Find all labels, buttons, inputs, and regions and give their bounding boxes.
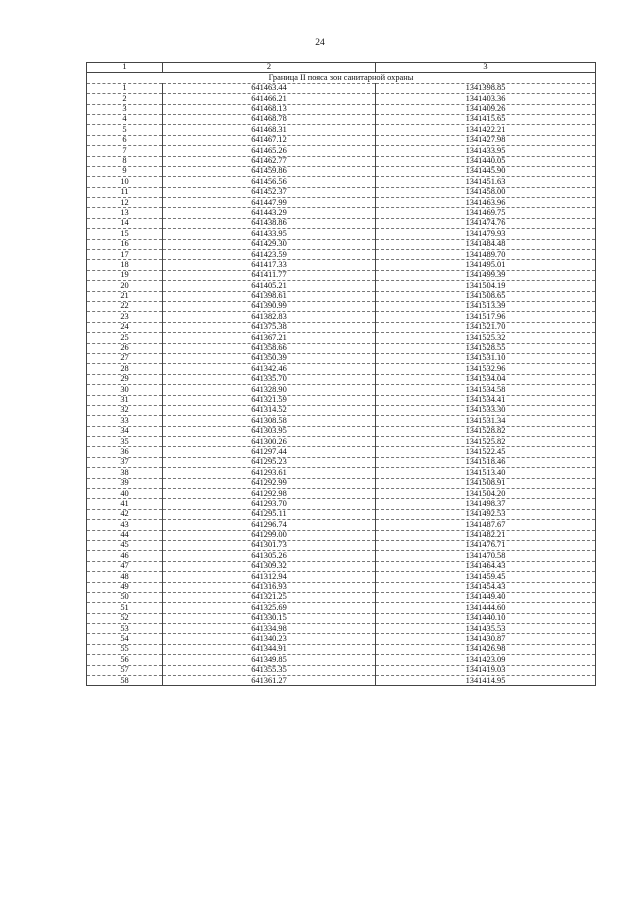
x-coordinate-cell: 641398.61 [163,291,376,301]
x-coordinate-cell: 641301.73 [163,540,376,550]
y-coordinate-cell: 1341463.96 [376,198,596,208]
y-coordinate-cell: 1341532.96 [376,364,596,374]
table-row [87,291,596,301]
y-coordinate-cell: 1341403.36 [376,94,596,104]
y-coordinate-cell: 1341531.34 [376,416,596,426]
x-coordinate-cell: 641429.30 [163,239,376,249]
y-coordinate-cell: 1341517.96 [376,312,596,322]
y-coordinate-cell: 1341534.58 [376,385,596,395]
table-row [87,281,596,291]
point-number-cell: 8 [87,156,163,166]
y-coordinate-cell: 1341427.98 [376,135,596,145]
x-coordinate-cell: 641405.21 [163,281,376,291]
y-coordinate-cell: 1341422.21 [376,125,596,135]
table-row [87,447,596,457]
x-coordinate-cell: 641417.33 [163,260,376,270]
table-row [87,613,596,623]
point-number-cell: 1 [87,83,163,93]
x-coordinate-cell: 641292.99 [163,478,376,488]
point-number-cell: 31 [87,395,163,405]
x-coordinate-cell: 641350.39 [163,353,376,363]
y-coordinate-cell: 1341489.70 [376,250,596,260]
y-coordinate-cell: 1341518.46 [376,457,596,467]
table-row [87,530,596,540]
point-number-cell: 20 [87,281,163,291]
x-coordinate-cell: 641340.23 [163,634,376,644]
y-coordinate-cell: 1341492.53 [376,509,596,519]
table-row [87,94,596,104]
y-coordinate-cell: 1341498.37 [376,499,596,509]
page-number: 24 [315,38,325,48]
y-coordinate-cell: 1341398.85 [376,83,596,93]
x-coordinate-cell: 641358.66 [163,343,376,353]
x-coordinate-cell: 641292.98 [163,489,376,499]
point-number-cell: 40 [87,489,163,499]
table-row [87,665,596,675]
x-coordinate-cell: 641456.56 [163,177,376,187]
table-row [87,655,596,665]
x-coordinate-cell: 641312.94 [163,572,376,582]
y-coordinate-cell: 1341470.58 [376,551,596,561]
y-coordinate-cell: 1341414.95 [376,676,596,686]
table-row [87,499,596,509]
table-row [87,146,596,156]
point-number-cell: 7 [87,146,163,156]
y-coordinate-cell: 1341476.71 [376,540,596,550]
y-coordinate-cell: 1341440.10 [376,613,596,623]
y-coordinate-cell: 1341454.43 [376,582,596,592]
x-coordinate-cell: 641465.26 [163,146,376,156]
y-coordinate-cell: 1341522.45 [376,447,596,457]
x-coordinate-cell: 641468.13 [163,104,376,114]
table-row [87,405,596,415]
table-row [87,374,596,384]
point-number-cell: 9 [87,166,163,176]
point-number-cell: 24 [87,322,163,332]
point-number-cell: 15 [87,229,163,239]
table-row [87,250,596,260]
y-coordinate-cell: 1341513.40 [376,468,596,478]
point-number-cell: 43 [87,520,163,530]
point-number-cell: 45 [87,540,163,550]
x-coordinate-cell: 641334.98 [163,624,376,634]
y-coordinate-cell: 1341534.41 [376,395,596,405]
table-row [87,634,596,644]
table-row [87,676,596,686]
table-row [87,520,596,530]
x-coordinate-cell: 641463.44 [163,83,376,93]
table-row [87,166,596,176]
y-coordinate-cell: 1341440.05 [376,156,596,166]
table-row [87,125,596,135]
point-number-cell: 26 [87,343,163,353]
x-coordinate-cell: 641344.91 [163,644,376,654]
point-number-cell: 5 [87,125,163,135]
table-row [87,208,596,218]
x-coordinate-cell: 641321.59 [163,395,376,405]
y-coordinate-cell: 1341444.60 [376,603,596,613]
x-coordinate-cell: 641411.77 [163,270,376,280]
point-number-cell: 35 [87,437,163,447]
point-number-cell: 38 [87,468,163,478]
x-coordinate-cell: 641293.70 [163,499,376,509]
y-coordinate-cell: 1341513.39 [376,301,596,311]
point-number-cell: 16 [87,239,163,249]
point-number-cell: 52 [87,613,163,623]
table-row [87,416,596,426]
y-coordinate-cell: 1341423.09 [376,655,596,665]
table-row [87,457,596,467]
table-row [87,353,596,363]
y-coordinate-cell: 1341419.03 [376,665,596,675]
x-coordinate-cell: 641305.26 [163,551,376,561]
table-row [87,301,596,311]
x-coordinate-cell: 641361.27 [163,676,376,686]
x-coordinate-cell: 641295.23 [163,457,376,467]
point-number-cell: 27 [87,353,163,363]
point-number-cell: 18 [87,260,163,270]
point-number-cell: 25 [87,333,163,343]
table-row [87,478,596,488]
point-number-cell: 29 [87,374,163,384]
table-row [87,343,596,353]
table-row [87,198,596,208]
x-coordinate-cell: 641309.32 [163,561,376,571]
point-number-cell: 42 [87,509,163,519]
x-coordinate-cell: 641355.35 [163,665,376,675]
section-caption-row [87,73,596,83]
table-row [87,489,596,499]
point-number-cell: 30 [87,385,163,395]
y-coordinate-cell: 1341469.75 [376,208,596,218]
y-coordinate-cell: 1341459.45 [376,572,596,582]
table-row [87,114,596,124]
y-coordinate-cell: 1341508.65 [376,291,596,301]
point-number-cell: 14 [87,218,163,228]
y-coordinate-cell: 1341451.63 [376,177,596,187]
table-row [87,364,596,374]
table-row [87,312,596,322]
x-coordinate-cell: 641342.46 [163,364,376,374]
y-coordinate-cell: 1341508.91 [376,478,596,488]
table-row [87,426,596,436]
y-coordinate-cell: 1341499.39 [376,270,596,280]
y-coordinate-cell: 1341426.98 [376,644,596,654]
x-coordinate-cell: 641297.44 [163,447,376,457]
y-coordinate-cell: 1341533.30 [376,405,596,415]
table-row [87,218,596,228]
point-number-cell: 22 [87,301,163,311]
point-number-cell: 41 [87,499,163,509]
point-number-cell: 44 [87,530,163,540]
coordinates-table [86,62,596,686]
x-coordinate-cell: 641330.15 [163,613,376,623]
point-number-cell: 54 [87,634,163,644]
x-coordinate-cell: 641468.31 [163,125,376,135]
point-number-cell: 2 [87,94,163,104]
table-row [87,603,596,613]
x-coordinate-cell: 641295.11 [163,509,376,519]
y-coordinate-cell: 1341415.65 [376,114,596,124]
x-coordinate-cell: 641433.95 [163,229,376,239]
table-row [87,509,596,519]
point-number-cell: 32 [87,405,163,415]
y-coordinate-cell: 1341435.53 [376,624,596,634]
point-number-cell: 55 [87,644,163,654]
x-coordinate-cell: 641466.21 [163,94,376,104]
y-coordinate-cell: 1341409.26 [376,104,596,114]
x-coordinate-cell: 641467.12 [163,135,376,145]
y-coordinate-cell: 1341433.95 [376,146,596,156]
x-coordinate-cell: 641375.38 [163,322,376,332]
point-number-cell: 17 [87,250,163,260]
table-row [87,468,596,478]
table-row [87,551,596,561]
x-coordinate-cell: 641382.83 [163,312,376,322]
x-coordinate-cell: 641468.78 [163,114,376,124]
column-header-3: 3 [376,63,596,73]
y-coordinate-cell: 1341525.82 [376,437,596,447]
table-row [87,322,596,332]
table-row [87,177,596,187]
section-caption: Граница II пояса зон санитарной охраны [87,73,596,83]
point-number-cell: 19 [87,270,163,280]
point-number-cell: 4 [87,114,163,124]
point-number-cell: 28 [87,364,163,374]
table-row [87,239,596,249]
y-coordinate-cell: 1341495.01 [376,260,596,270]
y-coordinate-cell: 1341521.70 [376,322,596,332]
table-row [87,156,596,166]
x-coordinate-cell: 641443.29 [163,208,376,218]
x-coordinate-cell: 641296.74 [163,520,376,530]
y-coordinate-cell: 1341479.93 [376,229,596,239]
x-coordinate-cell: 641438.86 [163,218,376,228]
y-coordinate-cell: 1341504.20 [376,489,596,499]
point-number-cell: 3 [87,104,163,114]
point-number-cell: 46 [87,551,163,561]
table-row [87,270,596,280]
y-coordinate-cell: 1341445.90 [376,166,596,176]
x-coordinate-cell: 641423.59 [163,250,376,260]
y-coordinate-cell: 1341464.43 [376,561,596,571]
x-coordinate-cell: 641390.99 [163,301,376,311]
y-coordinate-cell: 1341528.82 [376,426,596,436]
table-row [87,135,596,145]
x-coordinate-cell: 641303.95 [163,426,376,436]
table-row [87,229,596,239]
y-coordinate-cell: 1341528.55 [376,343,596,353]
x-coordinate-cell: 641321.25 [163,592,376,602]
point-number-cell: 36 [87,447,163,457]
y-coordinate-cell: 1341531.10 [376,353,596,363]
point-number-cell: 48 [87,572,163,582]
y-coordinate-cell: 1341484.48 [376,239,596,249]
point-number-cell: 56 [87,655,163,665]
point-number-cell: 53 [87,624,163,634]
point-number-cell: 13 [87,208,163,218]
point-number-cell: 11 [87,187,163,197]
y-coordinate-cell: 1341430.87 [376,634,596,644]
y-coordinate-cell: 1341504.19 [376,281,596,291]
table-row [87,83,596,93]
point-number-cell: 51 [87,603,163,613]
y-coordinate-cell: 1341449.40 [376,592,596,602]
y-coordinate-cell: 1341474.76 [376,218,596,228]
x-coordinate-cell: 641349.85 [163,655,376,665]
coordinates-table-body [87,63,596,686]
point-number-cell: 50 [87,592,163,602]
table-row [87,333,596,343]
x-coordinate-cell: 641459.86 [163,166,376,176]
x-coordinate-cell: 641316.93 [163,582,376,592]
point-number-cell: 57 [87,665,163,675]
table-row [87,572,596,582]
x-coordinate-cell: 641452.37 [163,187,376,197]
x-coordinate-cell: 641447.99 [163,198,376,208]
table-row [87,437,596,447]
y-coordinate-cell: 1341534.04 [376,374,596,384]
y-coordinate-cell: 1341458.00 [376,187,596,197]
point-number-cell: 23 [87,312,163,322]
x-coordinate-cell: 641325.69 [163,603,376,613]
table-row [87,644,596,654]
x-coordinate-cell: 641300.26 [163,437,376,447]
table-row [87,187,596,197]
x-coordinate-cell: 641335.70 [163,374,376,384]
point-number-cell: 12 [87,198,163,208]
table-row [87,385,596,395]
table-row [87,592,596,602]
table-header-row [87,63,596,73]
x-coordinate-cell: 641293.61 [163,468,376,478]
table-row [87,582,596,592]
x-coordinate-cell: 641299.00 [163,530,376,540]
point-number-cell: 49 [87,582,163,592]
point-number-cell: 39 [87,478,163,488]
x-coordinate-cell: 641367.21 [163,333,376,343]
column-header-2: 2 [163,63,376,73]
point-number-cell: 21 [87,291,163,301]
table-row [87,540,596,550]
x-coordinate-cell: 641462.77 [163,156,376,166]
table-row [87,104,596,114]
point-number-cell: 37 [87,457,163,467]
table-row [87,624,596,634]
point-number-cell: 47 [87,561,163,571]
x-coordinate-cell: 641328.90 [163,385,376,395]
table-row [87,260,596,270]
point-number-cell: 10 [87,177,163,187]
point-number-cell: 6 [87,135,163,145]
table-row [87,395,596,405]
x-coordinate-cell: 641314.52 [163,405,376,415]
point-number-cell: 34 [87,426,163,436]
y-coordinate-cell: 1341487.67 [376,520,596,530]
y-coordinate-cell: 1341482.21 [376,530,596,540]
point-number-cell: 33 [87,416,163,426]
table-row [87,561,596,571]
x-coordinate-cell: 641308.58 [163,416,376,426]
point-number-cell: 58 [87,676,163,686]
column-header-1: 1 [87,63,163,73]
y-coordinate-cell: 1341525.32 [376,333,596,343]
